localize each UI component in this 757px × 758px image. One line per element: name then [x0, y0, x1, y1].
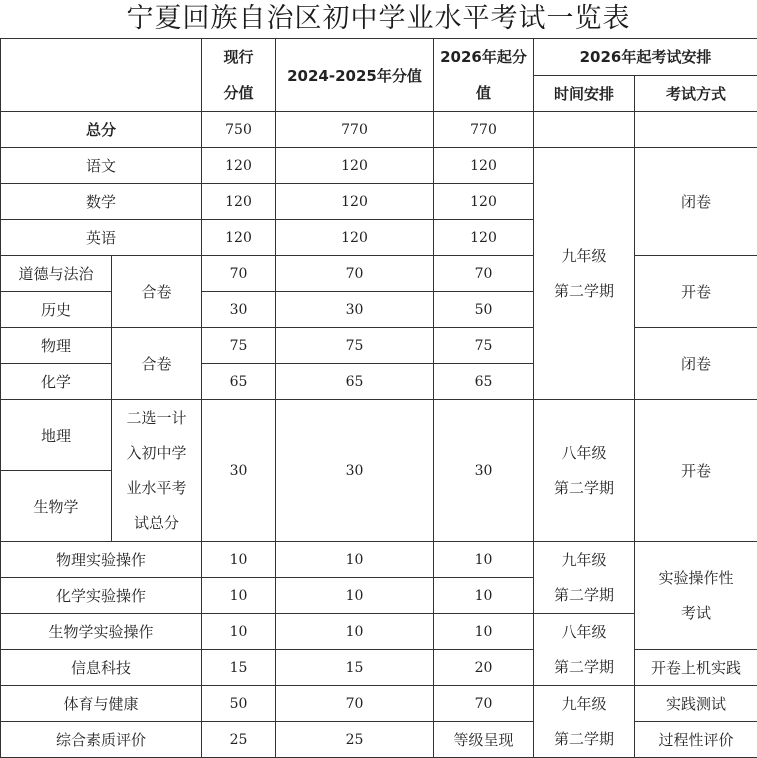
cell: 10 — [202, 542, 276, 578]
method-cell: 实验操作性 考试 — [635, 542, 757, 650]
cell: 15 — [276, 650, 434, 686]
cell: 30 — [202, 400, 276, 542]
cell: 120 — [276, 184, 434, 220]
row-label: 化学 — [1, 364, 112, 400]
cell: 30 — [276, 400, 434, 542]
cell: 75 — [202, 328, 276, 364]
table-row — [1, 650, 757, 686]
header-2024: 2024-2025年分值 — [276, 39, 434, 112]
row-label: 信息科技 — [1, 650, 202, 686]
time-cell: 九年级 第二学期 — [534, 148, 635, 400]
method-cell: 过程性评价 — [635, 722, 757, 758]
cell: 75 — [276, 328, 434, 364]
cell: 10 — [202, 614, 276, 650]
header-arrange: 2026年起考试安排 — [534, 39, 757, 76]
time-cell: 八年级 第二学期 — [534, 614, 635, 686]
table-row — [1, 256, 757, 292]
cell: 10 — [276, 542, 434, 578]
cell: 10 — [276, 614, 434, 650]
row-label: 生物学 — [1, 471, 112, 542]
table-row — [1, 328, 757, 364]
table-row — [1, 722, 757, 758]
table-row — [1, 148, 757, 184]
cell: 25 — [202, 722, 276, 758]
row-label: 数学 — [1, 184, 202, 220]
exam-table — [0, 38, 757, 758]
row-label: 化学实验操作 — [1, 578, 202, 614]
method-cell: 开卷上机实践 — [635, 650, 757, 686]
row-label: 体育与健康 — [1, 686, 202, 722]
cell: 120 — [276, 148, 434, 184]
cell: 750 — [202, 112, 276, 148]
cell: 770 — [434, 112, 534, 148]
row-label: 综合素质评价 — [1, 722, 202, 758]
cell: 30 — [434, 400, 534, 542]
time-cell: 九年级 第二学期 — [534, 686, 635, 758]
cell: 120 — [202, 148, 276, 184]
cell: 70 — [276, 686, 434, 722]
cell — [635, 112, 757, 148]
cell: 25 — [276, 722, 434, 758]
row-label: 英语 — [1, 220, 202, 256]
cell: 120 — [276, 220, 434, 256]
header-method: 考试方式 — [635, 75, 757, 112]
cell: 等级呈现 — [434, 722, 534, 758]
row-label: 物理实验操作 — [1, 542, 202, 578]
cell: 120 — [434, 184, 534, 220]
method-cell: 实践测试 — [635, 686, 757, 722]
method-cell: 闭卷 — [635, 328, 757, 400]
cell: 70 — [434, 686, 534, 722]
cell: 65 — [202, 364, 276, 400]
cell: 120 — [202, 220, 276, 256]
time-cell: 八年级 第二学期 — [534, 400, 635, 542]
cell: 50 — [202, 686, 276, 722]
cell: 70 — [276, 256, 434, 292]
cell: 70 — [434, 256, 534, 292]
cell: 120 — [202, 184, 276, 220]
group-cell: 合卷 — [112, 328, 202, 400]
row-label: 历史 — [1, 292, 112, 328]
cell: 120 — [434, 220, 534, 256]
row-label: 地理 — [1, 400, 112, 471]
cell: 10 — [434, 578, 534, 614]
method-cell: 开卷 — [635, 256, 757, 328]
cell: 10 — [434, 614, 534, 650]
cell: 30 — [202, 292, 276, 328]
cell: 10 — [434, 542, 534, 578]
row-label: 物理 — [1, 328, 112, 364]
row-label: 道德与法治 — [1, 256, 112, 292]
cell: 770 — [276, 112, 434, 148]
table-row — [1, 542, 757, 578]
table-row — [1, 686, 757, 722]
method-cell: 闭卷 — [635, 148, 757, 256]
time-cell: 九年级 第二学期 — [534, 542, 635, 614]
cell: 50 — [434, 292, 534, 328]
cell: 30 — [276, 292, 434, 328]
header-blank — [1, 39, 202, 112]
row-label: 语文 — [1, 148, 202, 184]
cell: 15 — [202, 650, 276, 686]
table-row — [1, 400, 757, 471]
header-2026: 2026年起分 值 — [434, 39, 534, 112]
method-cell: 开卷 — [635, 400, 757, 542]
page-title: 宁夏回族自治区初中学业水平考试一览表 — [0, 0, 757, 38]
cell: 70 — [202, 256, 276, 292]
group-cell: 合卷 — [112, 256, 202, 328]
cell: 20 — [434, 650, 534, 686]
cell: 10 — [276, 578, 434, 614]
row-label: 生物学实验操作 — [1, 614, 202, 650]
header-current: 现行 分值 — [202, 39, 276, 112]
row-label: 总分 — [1, 112, 202, 148]
cell: 10 — [202, 578, 276, 614]
cell: 120 — [434, 148, 534, 184]
header-time: 时间安排 — [534, 75, 635, 112]
cell: 65 — [434, 364, 534, 400]
cell: 75 — [434, 328, 534, 364]
cell: 65 — [276, 364, 434, 400]
group-cell: 二选一计 入初中学 业水平考 试总分 — [112, 400, 202, 542]
cell — [534, 112, 635, 148]
table-row — [1, 112, 757, 148]
